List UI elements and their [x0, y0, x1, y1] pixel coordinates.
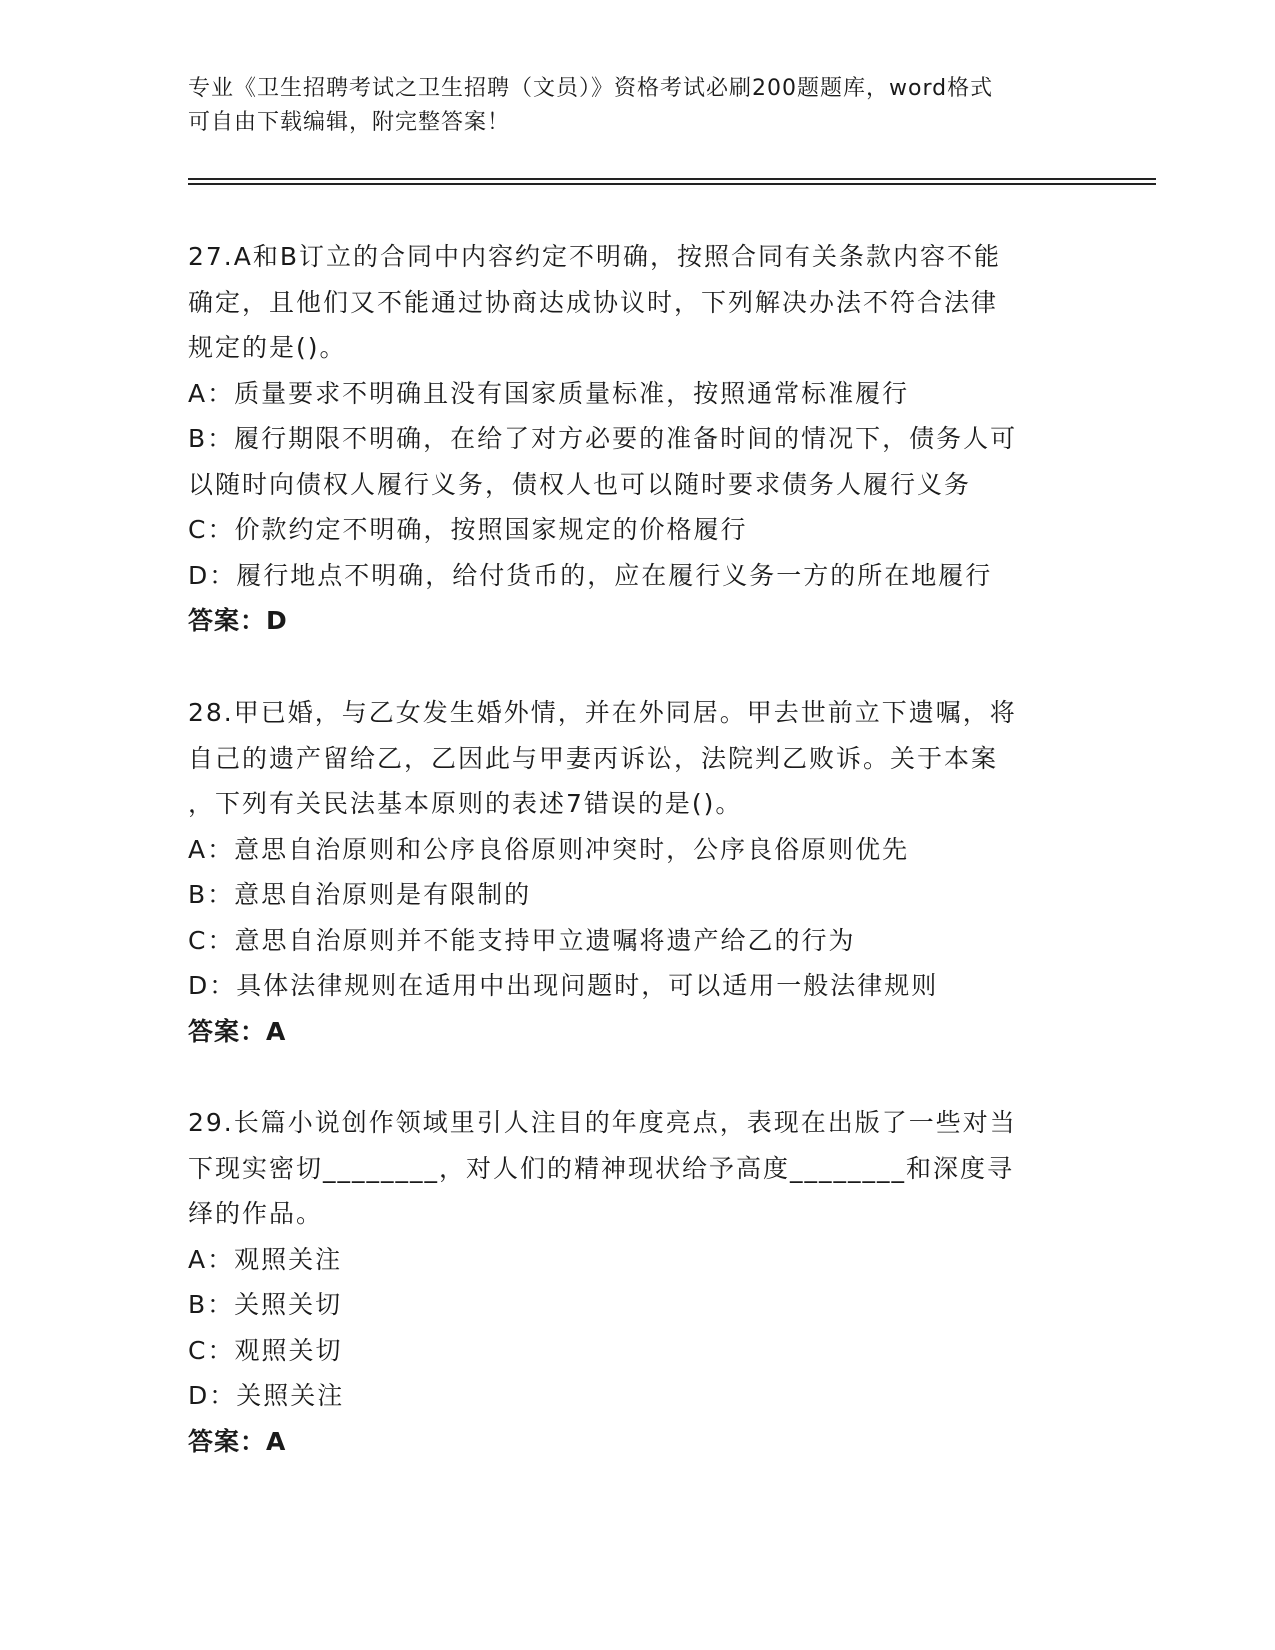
question-stem-line: 规定的是()。 — [188, 333, 347, 362]
option-b: B：履行期限不明确，在给了对方必要的准备时间的情况下，债务人可 — [188, 424, 1018, 453]
question-29 — [188, 1100, 1088, 1465]
answer-label: 答案：A — [188, 1426, 287, 1456]
option-a: A：观照关注 — [188, 1244, 343, 1274]
option-b-continued: 以随时向债权人履行义务，债权人也可以随时要求债务人履行义务 — [188, 469, 972, 499]
option-d: D：关照关注 — [188, 1381, 345, 1410]
header-line-1: 专业《卫生招聘考试之卫生招聘（文员）》资格考试必刷200题题库，word格式 — [188, 76, 994, 101]
question-stem-line: 绎的作品。 — [188, 1199, 324, 1228]
question-stem-line: ，下列有关民法基本原则的表述7错误的是()。 — [188, 789, 743, 818]
question-27 — [188, 234, 1088, 644]
option-d: D：履行地点不明确，给付货币的，应在履行义务一方的所在地履行 — [188, 560, 993, 590]
answer-label: 答案：A — [188, 1016, 287, 1046]
question-stem-line: 确定，且他们又不能通过协商达成协议时，下列解决办法不符合法律 — [188, 287, 999, 317]
option-b: B：意思自治原则是有限制的 — [188, 880, 532, 909]
option-b: B：关照关切 — [188, 1290, 343, 1319]
option-d: D：具体法律规则在适用中出现问题时，可以适用一般法律规则 — [188, 971, 939, 1000]
option-c: C：价款约定不明确，按照国家规定的价格履行 — [188, 515, 748, 544]
document-header — [188, 72, 1088, 140]
header-divider-bottom — [188, 183, 1156, 185]
answer-label: 答案：D — [188, 606, 288, 635]
option-a: A：意思自治原则和公序良俗原则冲突时，公序良俗原则优先 — [188, 834, 910, 864]
header-divider-top — [188, 178, 1156, 180]
option-c: C：观照关切 — [188, 1335, 343, 1365]
option-a: A：质量要求不明确且没有国家质量标准，按照通常标准履行 — [188, 378, 910, 408]
question-stem-line: 自己的遗产留给乙，乙因此与甲妻丙诉讼，法院判乙败诉。关于本案 — [188, 743, 999, 773]
question-stem-line: 28.甲已婚，与乙女发生婚外情，并在外同居。甲去世前立下遗嘱，将 — [188, 698, 1017, 727]
question-28 — [188, 690, 1088, 1055]
header-line-2: 可自由下载编辑，附完整答案！ — [188, 110, 511, 135]
question-stem-line: 29.长篇小说创作领域里引人注目的年度亮点，表现在出版了一些对当 — [188, 1108, 1017, 1137]
question-stem-line: 27.A和B订立的合同中内容约定不明确，按照合同有关条款内容不能 — [188, 242, 1002, 271]
question-stem-line: 下现实密切________，对人们的精神现状给予高度________和深度寻 — [188, 1153, 1015, 1183]
option-c: C：意思自治原则并不能支持甲立遗嘱将遗产给乙的行为 — [188, 925, 856, 955]
